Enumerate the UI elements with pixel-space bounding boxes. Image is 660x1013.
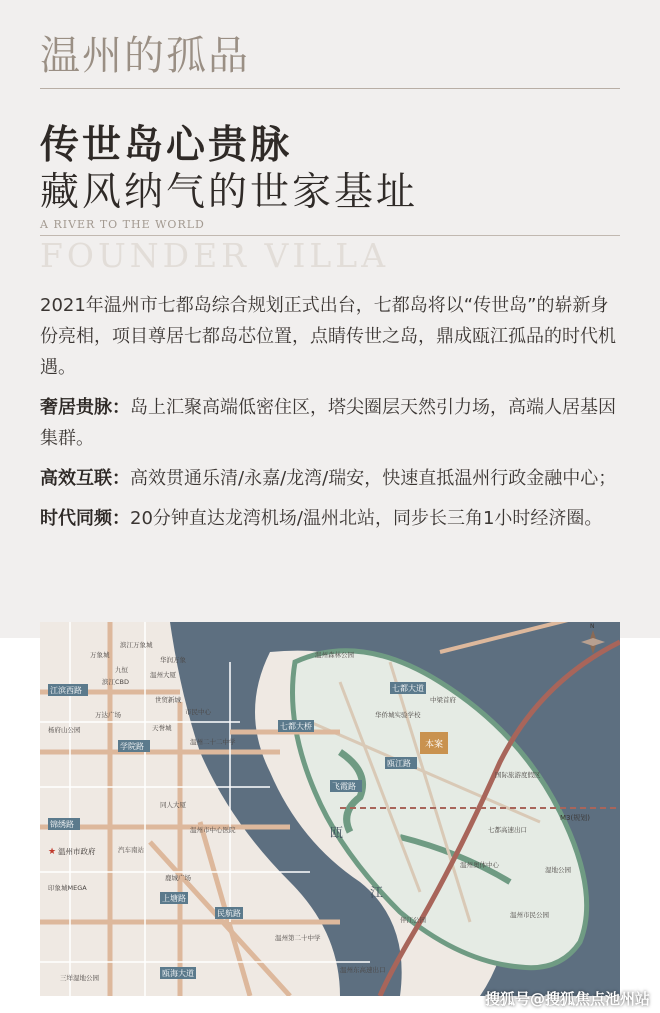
place-label: 三垟湿地公园 <box>60 974 99 982</box>
road-label: 七都大道 <box>392 684 424 693</box>
metro-label: M3(规划) <box>560 814 590 822</box>
point-text: 20分钟直达龙湾机场/温州北站，同步长三角1小时经济圈。 <box>130 508 603 529</box>
place-label: 湿地公园 <box>545 866 571 874</box>
road-label: 飞霞路 <box>332 782 356 791</box>
city-hall-label: 温州市政府 <box>58 847 96 856</box>
place-label: 华侨城实验学校 <box>375 711 421 719</box>
point-luxury <box>40 392 622 454</box>
road-label: 学院路 <box>120 742 144 751</box>
place-label: 滨江CBD <box>102 678 130 686</box>
place-label: 世贸新城 <box>155 696 181 704</box>
place-label: 温州大厦 <box>150 671 176 679</box>
section-title: 温州的孤品 <box>40 33 250 79</box>
location-map <box>40 622 620 996</box>
place-label: 温州东高速出口 <box>340 966 386 974</box>
english-subtitle: A RIVER TO THE WORLD <box>40 218 205 231</box>
road-label: 锦绣路 <box>50 820 74 829</box>
place-label: 汽车南站 <box>118 846 144 854</box>
river-char: 江 <box>370 886 384 901</box>
watermark: 搜狐号@搜狐焦点池州站 <box>484 990 650 1008</box>
place-label: 温州市民公园 <box>510 911 549 919</box>
place-label: 华润万象 <box>160 656 186 664</box>
road-label: 瓯江路 <box>387 759 411 768</box>
place-label: 温州森林公园 <box>315 651 354 659</box>
place-label: 鹿城广场 <box>165 874 191 882</box>
point-text: 岛上汇聚高端低密住区，塔尖圈层天然引力场，高端人居基因集群。 <box>40 397 616 449</box>
road-label: 七都大桥 <box>280 722 312 731</box>
body-text <box>40 290 622 543</box>
point-era <box>40 503 622 534</box>
place-label: 滨江万象城 <box>120 641 153 649</box>
place-label: 万象城 <box>90 651 110 659</box>
point-connect <box>40 463 622 494</box>
place-label: 天誉城 <box>152 724 172 732</box>
place-label: 伴江公园 <box>400 916 426 924</box>
point-text: 高效贯通乐清/永嘉/龙湾/瑞安，快速直抵温州行政金融中心； <box>130 468 617 489</box>
road-label: 瓯海大道 <box>162 969 194 978</box>
title-divider <box>40 88 620 89</box>
road-label: 上塘路 <box>162 894 186 903</box>
point-label: 时代同频： <box>40 508 130 529</box>
place-label: 国际旅游度假区 <box>495 771 541 779</box>
place-label: 温州市中心医院 <box>190 826 236 834</box>
headline-line-1: 传世岛心贵脉 <box>40 122 293 168</box>
road-label: 江滨西路 <box>50 686 82 695</box>
place-label: 杨府山公园 <box>48 726 81 734</box>
point-label: 高效互联： <box>40 468 130 489</box>
intro-paragraph: 2021年温州市七都岛综合规划正式出台，七都岛将以“传世岛”的崭新身份亮相，项目尊居七都岛芯位置，点睛传世之岛，鼎成瓯江孤品的时代机遇。 <box>40 295 616 378</box>
place-label: 温州第二十中学 <box>275 934 321 942</box>
place-label: 市民中心 <box>185 708 211 716</box>
place-label: 万达广场 <box>95 711 121 719</box>
place-label: 九恒 <box>115 666 128 674</box>
river-char: 瓯 <box>330 826 344 841</box>
city-hall-star-icon: ★ <box>48 847 57 857</box>
map-svg <box>40 622 620 996</box>
english-title: FOUNDER VILLA <box>40 236 390 275</box>
place-label: 中梁首府 <box>430 696 456 704</box>
place-label: 温州奥体中心 <box>460 861 499 869</box>
point-label: 奢居贵脉： <box>40 397 130 418</box>
place-label: 同人大厦 <box>160 801 186 809</box>
place-label: 印象城MEGA <box>48 884 87 892</box>
north-label: N <box>590 623 595 630</box>
headline-line-2: 藏风纳气的世家基址 <box>40 170 419 215</box>
place-label: 七都高速出口 <box>488 826 527 834</box>
road-label: 民航路 <box>217 909 241 918</box>
place-label: 温州二十二中学 <box>190 738 236 746</box>
project-label: 本案 <box>424 740 444 750</box>
